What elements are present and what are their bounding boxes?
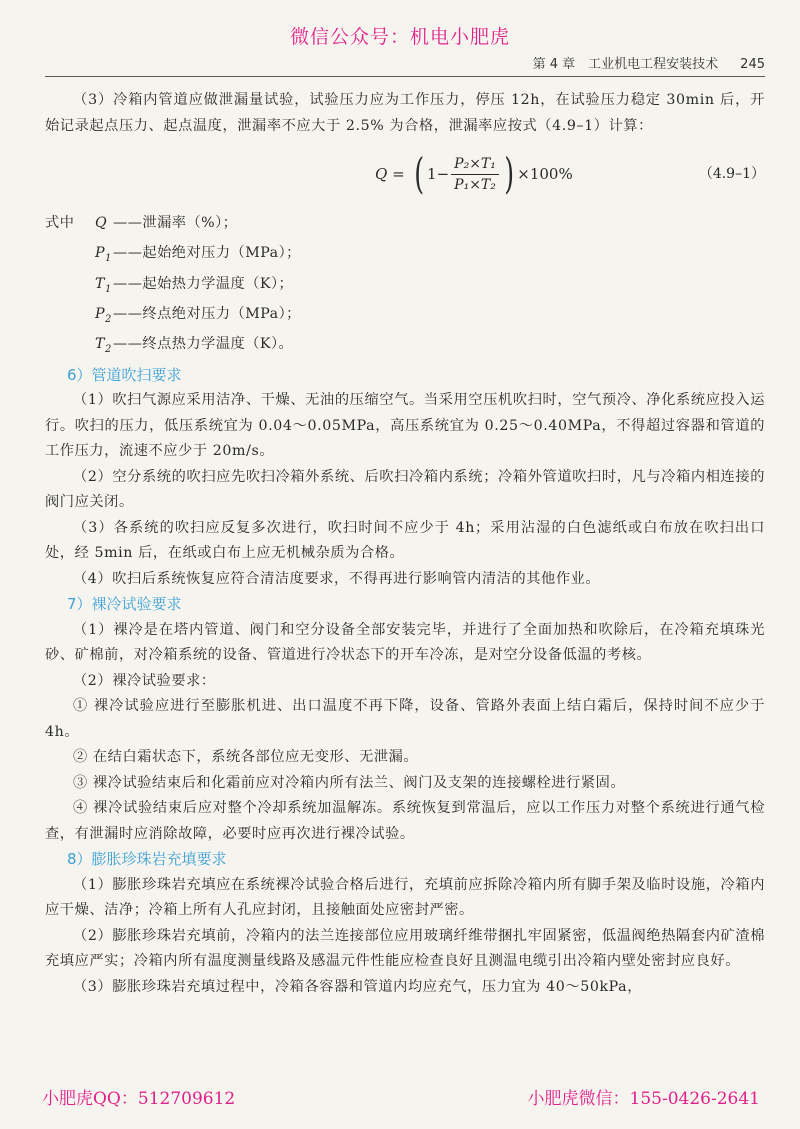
formula-times: ×100% xyxy=(517,165,573,183)
variable-desc: ——泄漏率（%）； xyxy=(113,215,238,231)
formula-denominator: P₁×T₂ xyxy=(454,176,496,193)
chapter-heading xyxy=(533,53,765,72)
paragraph: （2）空分系统的吹扫应先吹扫冷箱外系统、后吹扫冷箱内系统；冷箱外管道吹扫时，凡与冷箱内相连接的阀门应关闭。 xyxy=(45,468,765,511)
watermark-qq: 小肥虎QQ：512709612 xyxy=(42,1089,236,1109)
variable-desc: ——起始热力学温度（K）； xyxy=(113,275,294,292)
list-item: ③ 裸冷试验结束后和化霜前应对冷箱内所有法兰、阀门及支架的连接螺栓进行紧固。 xyxy=(73,774,626,791)
variable-row xyxy=(45,272,765,302)
variable-desc: ——起始绝对压力（MPa）； xyxy=(113,245,301,262)
formula-label: （4.9–1） xyxy=(698,166,765,182)
paragraph: （3）冷箱内管道应做泄漏量试验，试验压力应为工作压力，停压 12h，在试验压力稳定 30min 后，开始记录起点压力、起点温度，泄漏率不应大于 2.5% 为合格，泄漏率应按式（4.9–1）计算： xyxy=(45,92,765,134)
variable-symbol: $T_1$ xyxy=(95,275,112,295)
variable-symbol: $P_1$ xyxy=(95,245,112,265)
formula-numerator: P₂×T₁ xyxy=(451,156,499,175)
variable-row xyxy=(45,241,765,271)
list-item: ④ 裸冷试验结束后应对整个冷却系统加温解冻。系统恢复到常温后，应以工作压力对整个系统进行通气检查，有泄漏时应消除故障，必要时应再次进行裸冷试验。 xyxy=(45,800,765,842)
variable-desc: ——终点热力学温度（K）。 xyxy=(113,336,294,353)
paragraph: （3）膨胀珍珠岩充填过程中，冷箱各容器和管道内均应充气，压力宜为 40～50kPa， xyxy=(73,978,642,995)
chapter-title: 第 4 章 工业机电工程安装技术 xyxy=(532,57,719,72)
variable-row xyxy=(45,211,765,241)
section-heading: 7）裸冷试验要求 xyxy=(67,595,182,614)
watermark-wechat: 小肥虎微信：155-0426-2641 xyxy=(527,1089,760,1109)
variable-row xyxy=(45,332,765,362)
paragraph: （1）裸冷是在塔内管道、阀门和空分设备全部安装完毕，并进行了全面加热和吹除后，在冷箱充填珠光砂、矿棉前，对冷箱系统的设备、管道进行冷状态下的开车冷冻，是对空分设备低温的考核。 xyxy=(45,621,765,664)
section-heading: 8）膨胀珍珠岩充填要求 xyxy=(67,850,227,869)
variable-symbol: Q xyxy=(95,215,108,231)
variable-symbol: $T_2$ xyxy=(95,336,112,356)
formula-4-9-1 xyxy=(45,141,765,207)
variable-list xyxy=(45,211,765,363)
paragraph: （1）膨胀珍珠岩充填应在系统裸冷试验合格后进行，充填前应拆除冷箱内所有脚手架及临时设施，冷箱内应干燥、洁净；冷箱上所有人孔应封闭，且接触面处应密封严密。 xyxy=(45,876,765,919)
watermark-top: 微信公众号：机电小肥虎 xyxy=(289,26,510,48)
paragraph: （2）裸冷试验要求： xyxy=(73,672,216,689)
page-body xyxy=(45,88,765,1000)
variable-row xyxy=(45,302,765,332)
page-number: 245 xyxy=(740,57,765,72)
list-item: ② 在结白霜状态下，系统各部位应无变形、无泄漏。 xyxy=(73,749,419,766)
left-paren: ( xyxy=(413,149,424,198)
paragraph: （1）吹扫气源应采用洁净、干燥、无油的压缩空气。当采用空压机吹扫时，空气预冷、净化系统应投入运行。吹扫的压力，低压系统宜为 0.04～0.05MPa，高压系统宜为 0.25～0.40MPa，不得超过容器和管道的工作压力，流速不应少于 20m/s。 xyxy=(45,392,765,460)
formula-one-minus: 1− xyxy=(427,165,450,183)
paragraph: （3）各系统的吹扫应反复多次进行，吹扫时间不应少于 4h；采用沾湿的白色滤纸或白布放在吹扫出口处，经 5min 后，在纸或白布上应无机械杂质为合格。 xyxy=(45,519,765,562)
paragraph: （2）膨胀珍珠岩充填前，冷箱内的法兰连接部位应用玻璃纤维带捆扎牢固紧密，低温阀绝热隔套内矿渣棉充填应严实；冷箱内所有温度测量线路及感温元件性能应检查良好且测温电缆引出冷箱内壁处密封应良好。 xyxy=(45,927,765,970)
right-paren: ) xyxy=(504,149,514,198)
section-heading: 6）管道吹扫要求 xyxy=(67,365,182,384)
page-header xyxy=(45,54,765,77)
variable-symbol: $P_2$ xyxy=(95,305,112,325)
formula-lhs: Q = xyxy=(375,165,405,183)
variable-lead: 式中 xyxy=(45,215,75,231)
formula-expression xyxy=(375,141,573,207)
paragraph: （4）吹扫后系统恢复应符合清洁度要求，不得再进行影响管内清洁的其他作业。 xyxy=(73,570,601,587)
formula-fraction xyxy=(451,156,499,193)
list-item: ① 裸冷试验应进行至膨胀机进、出口温度不再下降，设备、管路外表面上结白霜后，保持时间不应少于 4h。 xyxy=(45,698,765,740)
variable-desc: ——终点绝对压力（MPa）； xyxy=(113,305,301,322)
